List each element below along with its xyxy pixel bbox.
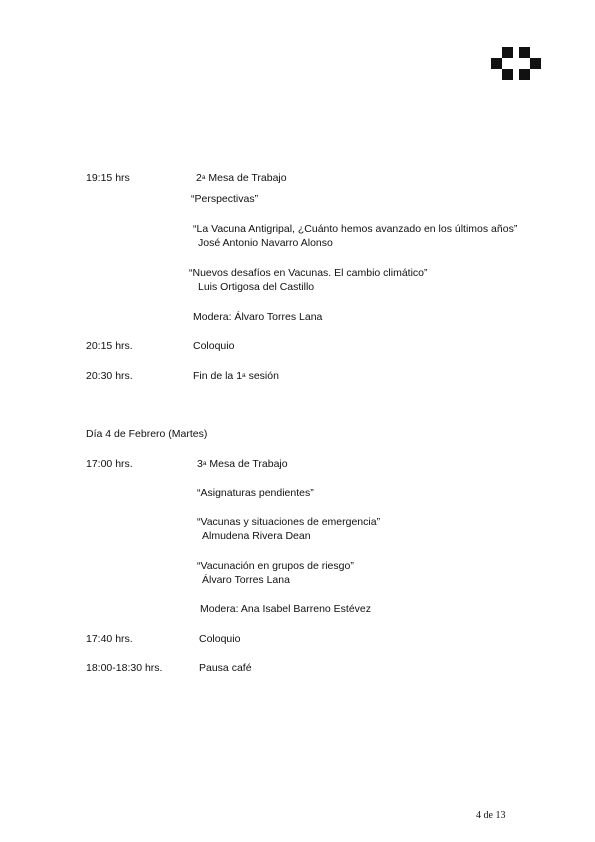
day2-talk2-speaker: Álvaro Torres Lana <box>202 574 290 586</box>
day2-talk1-speaker: Almudena Rivera Dean <box>202 530 311 542</box>
day2-title: “Asignaturas pendientes” <box>197 487 314 499</box>
session1-talk1-title: “La Vacuna Antigripal, ¿Cuánto hemos avanzado en los últimos años” <box>193 223 518 235</box>
day2-pausa-time: 18:00-18:30 hrs. <box>86 662 163 674</box>
session1-coloquio-label: Coloquio <box>193 340 235 352</box>
session1-mesa: 2$^a$ Mesa de Trabajo <box>196 172 287 184</box>
page-number: 4 de 13 <box>476 810 506 821</box>
session1-end-label: Fin de la 1$^a$ sesión <box>193 370 279 382</box>
day2-moderator: Modera: Ana Isabel Barreno Estévez <box>200 603 372 615</box>
day2-talk1-title: “Vacunas y situaciones de emergencia” <box>197 516 381 528</box>
day2-mesa: 3$^a$ Mesa de Trabajo <box>197 458 288 470</box>
day2-talk2-title: “Vacunación en grupos de riesgo” <box>197 560 354 572</box>
day2-time: 17:00 hrs. <box>86 458 133 470</box>
logo-icon <box>491 47 541 80</box>
session1-talk2-title: “Nuevos desafíos en Vacunas. El cambio climático” <box>189 267 428 279</box>
session1-talk1-speaker: José Antonio Navarro Alonso <box>198 237 333 249</box>
session1-talk2-speaker: Luis Ortigosa del Castillo <box>198 281 315 293</box>
day2-coloquio-label: Coloquio <box>199 633 241 645</box>
session1-time: 19:15 hrs <box>86 172 130 184</box>
session1-title: “Perspectivas” <box>191 193 259 205</box>
session1-coloquio-time: 20:15 hrs. <box>86 340 133 352</box>
session1-moderator: Modera: Álvaro Torres Lana <box>193 311 323 323</box>
session1-end-time: 20:30 hrs. <box>86 370 133 382</box>
day2-heading: Día 4 de Febrero (Martes) <box>86 428 208 440</box>
day2-coloquio-time: 17:40 hrs. <box>86 633 133 645</box>
day2-pausa-label: Pausa café <box>199 662 252 674</box>
